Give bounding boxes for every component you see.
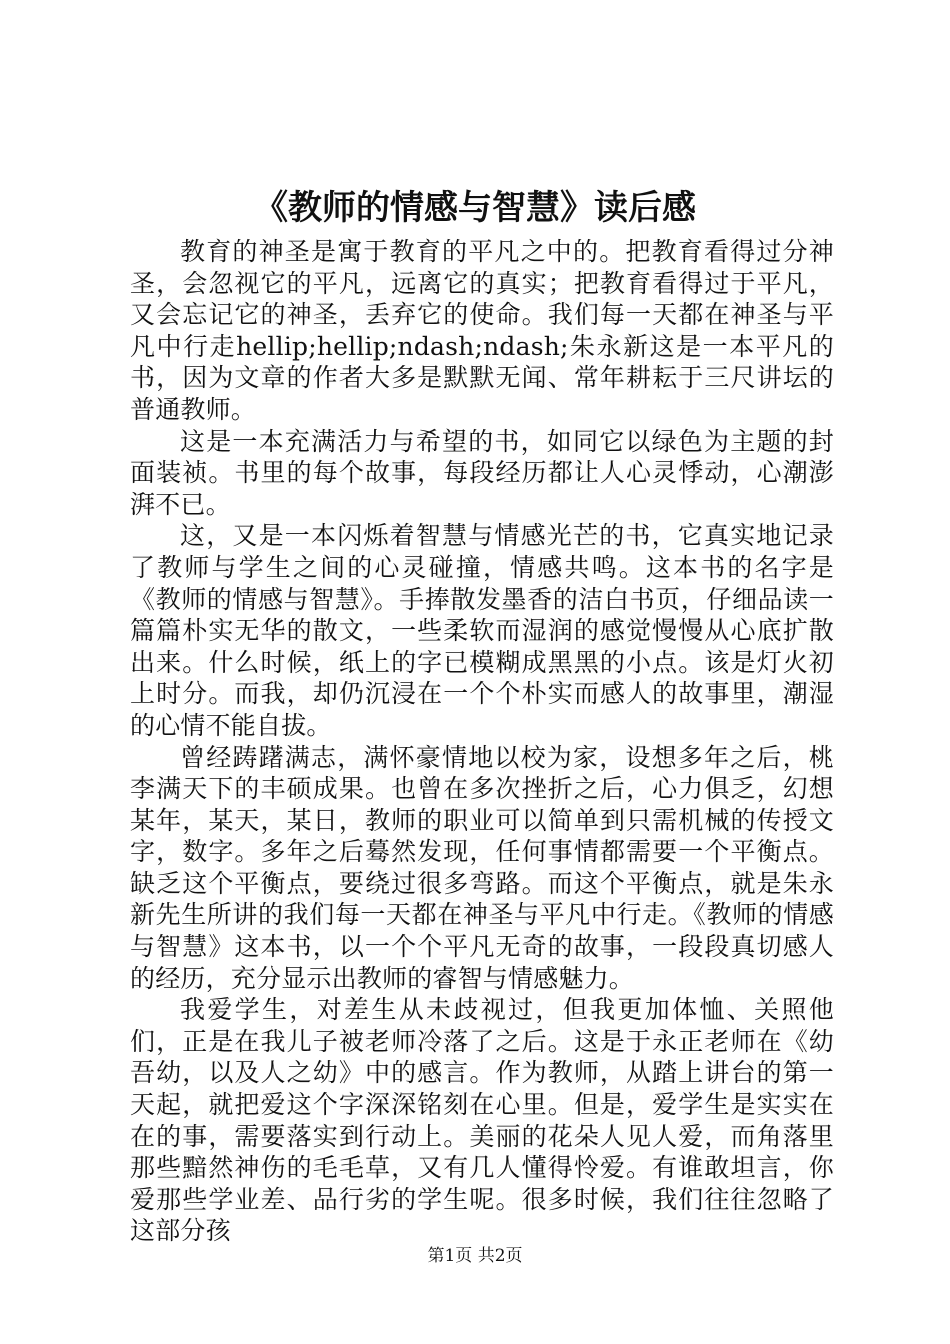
- paragraph-2: 这是一本充满活力与希望的书，如同它以绿色为主题的封面装祯。书里的每个故事，每段经历都让人心灵悸动，心潮澎湃不已。: [130, 426, 834, 519]
- page-number-footer: 第1页 共2页: [427, 1246, 523, 1266]
- paragraph-5: 我爱学生，对差生从未歧视过，但我更加体恤、关照他们，正是在我儿子被老师冷落了之后。这是于永正老师在《幼吾幼，以及人之幼》中的感言。作为教师，从踏上讲台的第一天起，就把爱这个字深深铭刻在心里。但是，爱学生是实实在在的事，需要落实到行动上。美丽的花朵人见人爱，而角落里那些黯然神伤的毛毛草，又有几人懂得怜爱。有谁敢坦言，你爱那些学业差、品行劣的学生呢。很多时候，我们往往忽略了这部分孩: [130, 995, 834, 1246]
- paragraph-3: 这，又是一本闪烁着智慧与情感光芒的书，它真实地记录了教师与学生之间的心灵碰撞，情感共鸣。这本书的名字是《教师的情感与智慧》。手捧散发墨香的洁白书页，仔细品读一篇篇朴实无华的散文，一些柔软而湿润的感觉慢慢从心底扩散出来。什么时候，纸上的字已模糊成黑黑的小点。该是灯火初上时分。而我，却仍沉浸在一个个朴实而感人的故事里，潮湿的心情不能自拔。: [130, 521, 834, 740]
- document-title: 《教师的情感与智慧》读后感: [254, 188, 696, 228]
- paragraph-1: 教育的神圣是寓于教育的平凡之中的。把教育看得过分神圣，会忽视它的平凡，远离它的真实；把教育看得过于平凡，又会忘记它的神圣，丢弃它的使命。我们每一天都在神圣与平凡中行走hellip;hellip;ndash;ndash;朱永新这是一本平凡的书，因为文章的作者大多是默默无闻、常年耕耘于三尺讲坛的普通教师。: [130, 237, 834, 424]
- document-body: [130, 236, 834, 1247]
- paragraph-4: 曾经踌躇满志，满怀豪情地以校为家，设想多年之后，桃李满天下的丰硕成果。也曾在多次挫折之后，心力俱乏，幻想某年，某天，某日，教师的职业可以简单到只需机械的传授文字，数字。多年之后蓦然发现，任何事情都需要一个平衡点。缺乏这个平衡点，要绕过很多弯路。而这个平衡点，就是朱永新先生所讲的我们每一天都在神圣与平凡中行走。《教师的情感与智慧》这本书，以一个个平凡无奇的故事，一段段真切感人的经历，充分显示出教师的睿智与情感魅力。: [130, 742, 834, 993]
